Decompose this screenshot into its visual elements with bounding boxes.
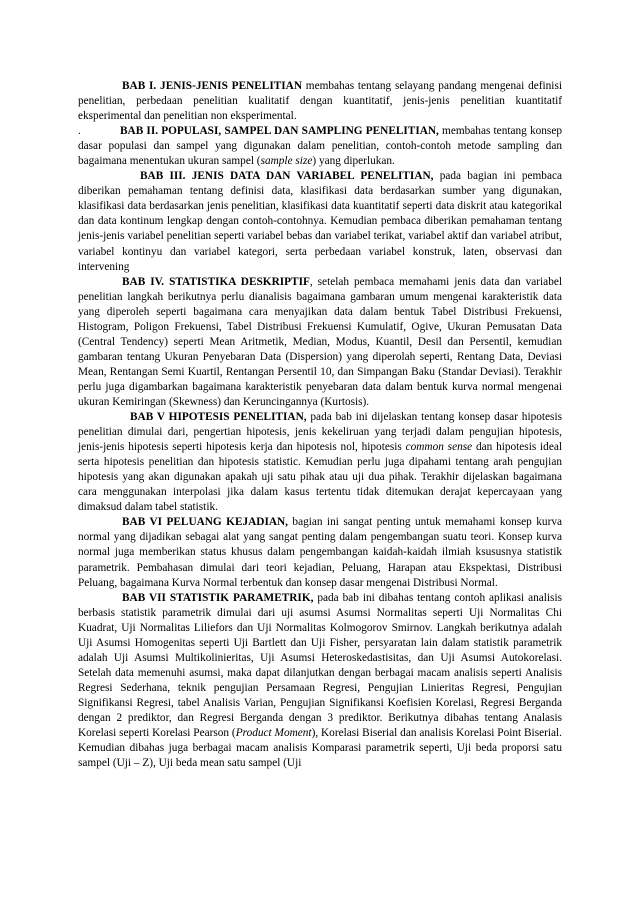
leading-dot: . <box>78 125 81 138</box>
paragraph-bab-2 <box>78 124 562 169</box>
text-bab-5b: dan hipotesis ideal serta hipotesis penelitian dan hipotesis statistic. Kemudian perlu juga dipahami tentang arah pengujian hipotesis yang akan digunakan apakah uji satu pihak atau uji dua pihak. Terakhir dijelaskan bagaimana cara menggunakan interpolasi jika dalam kasus tertentu tidak ditemukan derajat kepercayaan yang dimaksud dalam tabel statistik. <box>78 441 562 514</box>
heading-bab-6: BAB VI PELUANG KEJADIAN, <box>122 516 288 529</box>
text-bab-2a: membahas tentang konsep dasar populasi dan sampel yang digunakan dalam penelitian, contoh-contoh metode sampling dan bagaimana menentukan ukuran sampel ( <box>78 125 562 168</box>
heading-bab-5: BAB V HIPOTESIS PENELITIAN, <box>130 411 307 424</box>
heading-bab-7: BAB VII STATISTIK PARAMETRIK, <box>122 591 314 604</box>
paragraph-bab-1 <box>78 79 562 124</box>
paragraph-bab-7 <box>78 591 562 772</box>
italic-bab-5: common sense <box>405 441 473 454</box>
heading-bab-2: BAB II. POPULASI, SAMPEL DAN SAMPLING PENELITIAN, <box>120 125 439 138</box>
heading-bab-4: BAB IV. STATISTIKA DESKRIPTIF <box>122 275 310 288</box>
text-bab-2b: ) yang diperlukan. <box>312 155 395 168</box>
heading-bab-3: BAB III. JENIS DATA DAN VARIABEL PENELITIAN, <box>140 170 434 183</box>
text-bab-1: membahas tentang selayang pandang mengenai definisi penelitian, perbedaan penelitian kualitatif dengan kuantitatif, jenis-jenis penelitian kuantitatif eksperimental dan penelitian non eksperimental. <box>78 80 562 123</box>
document-body <box>78 79 562 771</box>
paragraph-bab-3 <box>78 169 562 274</box>
paragraph-bab-4 <box>78 275 562 410</box>
text-bab-6: bagian ini sangat penting untuk memahami konsep kurva normal yang dijadikan sebagai alat yang sangat penting dalam pengembangan suatu teori. Konsep kurva normal juga memberikan status khusus dalam pengembangan kaidah-kaidah ilmiah ksususnya statistik parametrik. Pembahasan dimulai dari teori kejadian, Peluang, Harapan atau Ekspektasi, Distribusi Peluang, bagaimana Kurva Normal terbentuk dan konsep dasar mengenai Distribusi Normal. <box>78 516 562 589</box>
italic-bab-7: Product Moment <box>235 727 312 740</box>
text-bab-7b: ), Korelasi Biserial dan analisis Korelasi Point Biserial. Kemudian dibahas juga berbagai macam analisis Komparasi parametrik seperti, Uji beda proporsi satu sampel (Uji – Z), Uji beda mean satu sampel (Uji <box>78 727 562 770</box>
text-bab-5a: pada bab ini dijelaskan tentang konsep dasar hipotesis penelitian dimulai dari, pengertian hipotesis, jenis kekeliruan yang terjadi dalam pengujian hipotesis, jenis-jenis hipotesis seperti hipotesis kerja dan hipotesis nol, hipotesis <box>78 411 562 454</box>
text-bab-3: pada bagian ini pembaca diberikan pemahaman tentang definisi data, klasifikasi data berdasarkan sumber yang digunakan, klasifikasi data berdasarkan jenis penelitian, klasifikasi data kuantitatif seperti data diskrit atau kategorikal dan data kontinum lengkap dengan contoh-contohnya. Kemudian pembaca diberikan pemahaman tentang jenis-jenis variabel penelitian seperti variabel bebas dan variabel terikat, variabel aktif dan variabel atribut, variabel kontinyu dan variabel kategori, serta perbedaan variabel konstruk, laten, observasi dan intervening <box>78 170 562 273</box>
paragraph-bab-6 <box>78 515 562 590</box>
paragraph-bab-5 <box>78 410 562 515</box>
heading-bab-1: BAB I. JENIS-JENIS PENELITIAN <box>122 80 302 92</box>
text-bab-4: , setelah pembaca memahami jenis data dan variabel penelitian langkah berikutnya perlu dianalisis bagaimana gambaran umum mengenai karakteristik data yang diperoleh seperti bagaimana cara menyajikan data dalam bentuk Tabel Distribusi Frekuensi, Histogram, Poligon Frekuensi, Tabel Distribusi Frekuensi Kumulatif, Ogive, Ukuran Pemusatan Data (Central Tendency) seperti Mean Aritmetik, Median, Modus, Kuantil, Desil dan Persentil, kemudian gambaran tentang Ukuran Penyebaran Data (Dispersion) yang diperolah seperti, Rentang Data, Deviasi Mean, Rentangan Semi Kuartil, Rentangan Persentil 10, dan Simpangan Baku (Standar Deviasi). Terakhir perlu juga digambarkan bagaimana karakteristik penyebaran data dalam bentuk kurva normal mengenai ukuran Kemiringan (Skewness) dan Keruncingannya (Kurtosis). <box>78 275 562 408</box>
text-bab-7a: pada bab ini dibahas tentang contoh aplikasi analisis berbasis statistik parametrik dimulai dari uji asumsi Asumsi Normalitas seperti Uji Normalitas Chi Kuadrat, Uji Normalitas Liliefors dan Uji Normalitas Kolmogorov Smirnov. Langkah berikutnya adalah Uji Asumsi Homogenitas seperti Uji Bartlett dan Uji Fisher, persyaratan lain dalam statistik parametrik adalah Uji Asumsi Multikolinieritas, Uji Asumsi Heteroskedastisitas, dan Uji Asumsi Autokorelasi. Setelah data memenuhi asumsi, maka dapat dilanjutkan dengan berbagai macam analisis seperti Analisis Regresi Sederhana, teknik pengujian Persamaan Regresi, Pengujian Linieritas Regresi, Pengujian Signifikansi Regresi, tabel Analisis Varian, Pengujian Signifikansi Koefisien Korelasi, Regresi Berganda dengan 2 prediktor, dan Regresi Berganda dengan 3 prediktor. Berikutnya dibahas tentang Analasis Korelasi seperti Korelasi Pearson ( <box>78 591 562 740</box>
italic-bab-2: sample size <box>260 155 313 168</box>
